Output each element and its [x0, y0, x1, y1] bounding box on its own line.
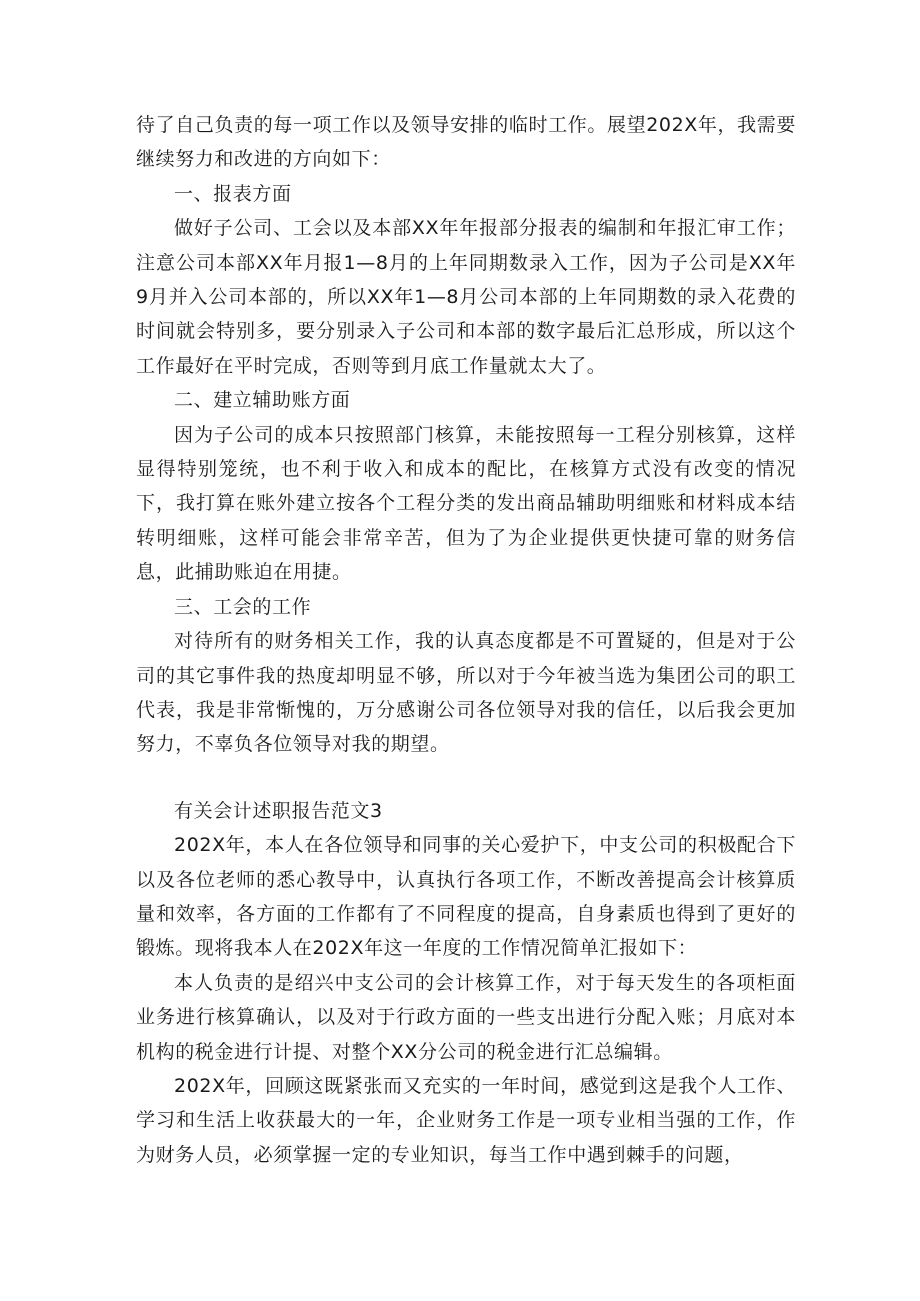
heading-reports: 一、报表方面	[174, 182, 292, 205]
heading-auxiliary-accounts: 二、建立辅助账方面	[174, 389, 351, 412]
paragraph-intro: 202X年，本人在各位领导和同事的关心爱护下，中支公司的积极配合下以及各位老师的悉心教导中，认真执行各项工作，不断改善提高会计核算质量和效率，各方面的工作都有了不同程度的提高，自身素质也得到了更好的锻炼。现将我本人在202X年这一年度的工作情况简单汇报如下：	[136, 834, 796, 960]
paragraph-responsibility: 本人负责的是绍兴中支公司的会计核算工作，对于每天发生的各项柜面业务进行核算确认，以及对于行政方面的一些支出进行分配入账；月底对本机构的税金进行计提、对整个XX分公司的税金进行汇总编辑。	[136, 971, 796, 1063]
continued-paragraph: 待了自己负责的每一项工作以及领导安排的临时工作。展望202X年，我需要继续努力和改进的方向如下：	[136, 114, 796, 171]
paragraph-union-work: 对待所有的财务相关工作，我的认真态度都是不可置疑的，但是对于公司的其它事件我的热度却明显不够，所以对于今年被当选为集团公司的职工代表，我是非常惭愧的，万分感谢公司各位领导对我的信任，以后我会更加努力，不辜负各位领导对我的期望。	[136, 630, 796, 756]
paragraph-review: 202X年，回顾这既紧张而又充实的一年时间，感觉到这是我个人工作、学习和生活上收获最大的一年，企业财务工作是一项专业相当强的工作，作为财务人员，必须掌握一定的专业知识，每当工作中遇到棘手的问题，	[136, 1074, 796, 1166]
heading-union-work: 三、工会的工作	[174, 595, 312, 618]
document-body	[136, 108, 796, 1172]
paragraph-auxiliary-accounts: 因为子公司的成本只按照部门核算，未能按照每一工程分别核算，这样显得特别笼统，也不利于收入和成本的配比，在核算方式没有改变的情况下，我打算在账外建立按各个工程分类的发出商品辅助明细账和材料成本结转明细账，这样可能会非常辛苦，但为了为企业提供更快捷可靠的财务信息，此捕助账迫在用捷。	[136, 423, 796, 584]
section-title: 有关会计述职报告范文3	[174, 799, 383, 822]
paragraph-reports: 做好子公司、工会以及本部XX年年报部分报表的编制和年报汇审工作；注意公司本部XX年月报1—8月的上年同期数录入工作，因为子公司是XX年9月并入公司本部的，所以XX年1—8月公司本部的上年同期数的录入花费的时间就会特别多，要分别录入子公司和本部的数字最后汇总形成，所以这个工作最好在平时完成，否则等到月底工作量就太大了。	[136, 217, 796, 377]
